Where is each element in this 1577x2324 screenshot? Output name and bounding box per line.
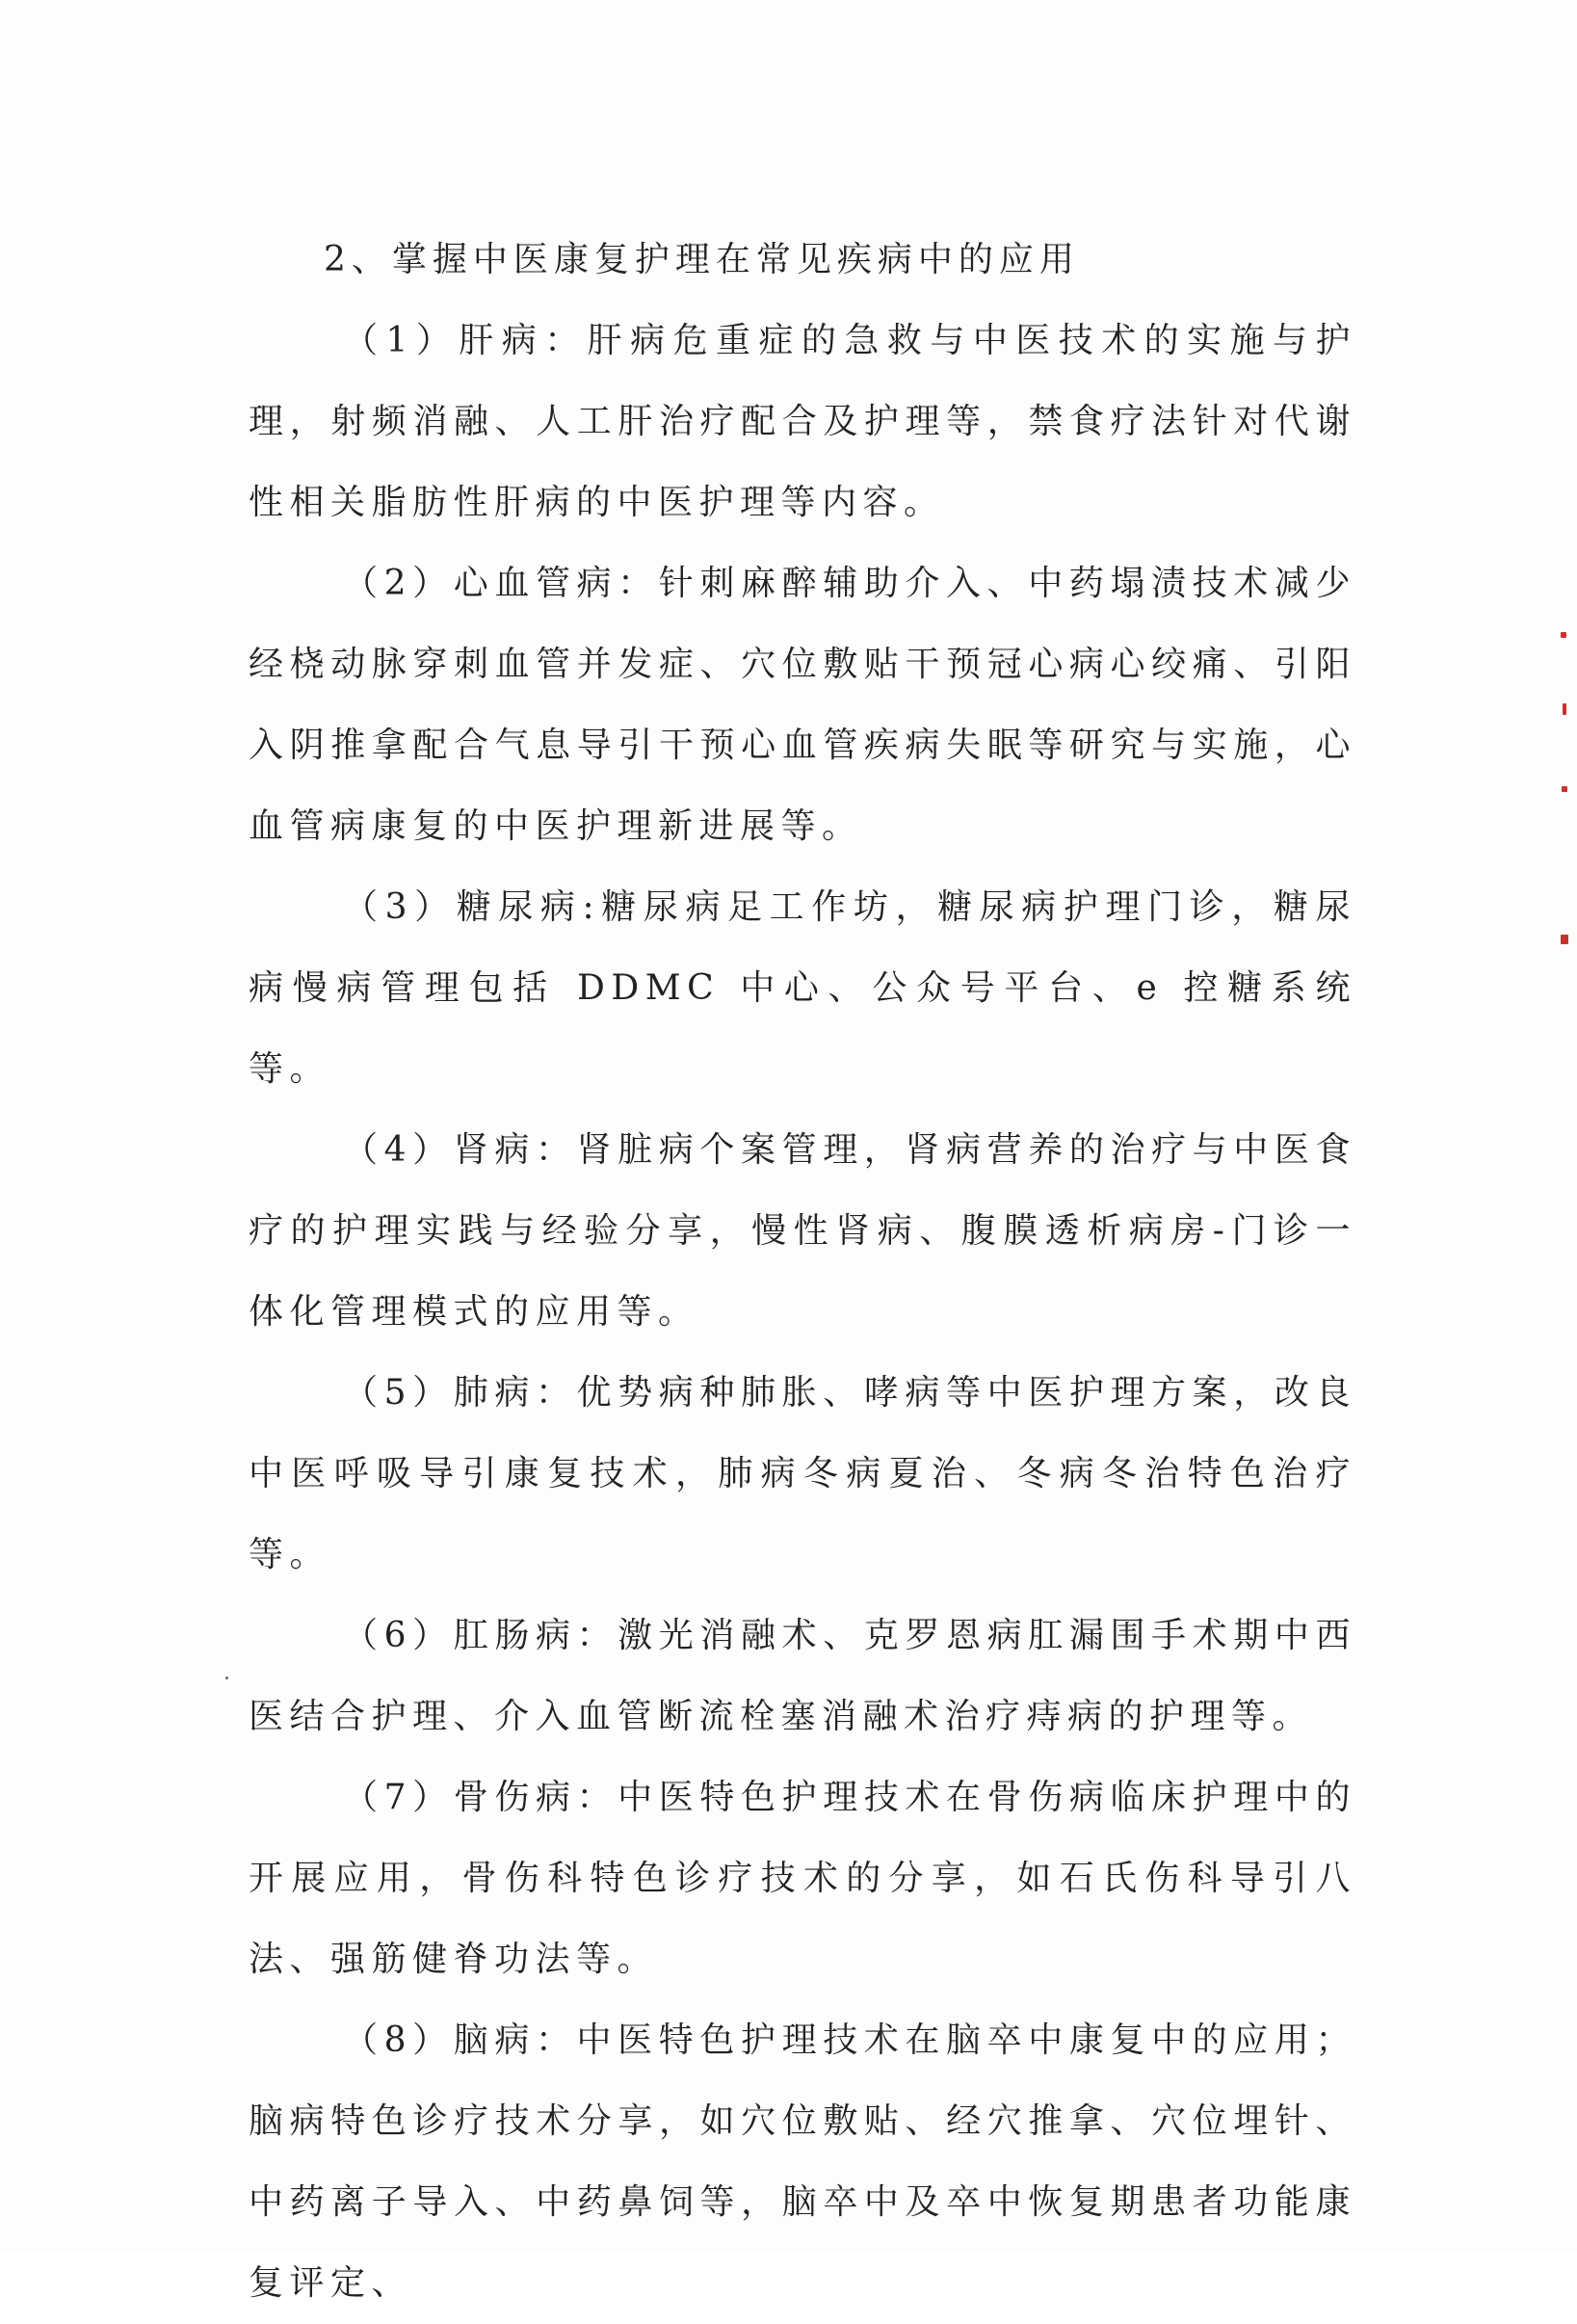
stray-dot — [225, 1677, 228, 1679]
seal-mark — [1563, 703, 1566, 715]
seal-mark — [1561, 935, 1568, 944]
section-heading: 2、掌握中医康复护理在常见疾病中的应用 — [324, 240, 1080, 279]
paragraph-lung: （5）肺病：优势病种肺胀、哮病等中医护理方案，改良中医呼吸导引康复技术，肺病冬病夏治、冬病冬治特色治疗等。 — [249, 1373, 1356, 1574]
paragraph-diabetes: （3）糖尿病:糖尿病足工作坊，糖尿病护理门诊，糖尿病慢病管理包括 DDMC 中心、公众号平台、e 控糖系统等。 — [249, 887, 1356, 1089]
paragraph-brain: （8）脑病：中医特色护理技术在脑卒中康复中的应用；脑病特色诊疗技术分享，如穴位敷贴、经穴推拿、穴位埋针、中药离子导入、中药鼻饲等，脑卒中及卒中恢复期患者功能康复评定、 — [249, 2020, 1356, 2303]
paragraph-kidney: （4）肾病：肾脏病个案管理，肾病营养的治疗与中医食疗的护理实践与经验分享，慢性肾病、腹膜透析病房-门诊一体化管理模式的应用等。 — [249, 1130, 1356, 1332]
paragraph-orthopedic: （7）骨伤病：中医特色护理技术在骨伤病临床护理中的开展应用，骨伤科特色诊疗技术的分享，如石氏伤科导引八法、强筋健脊功法等。 — [249, 1778, 1356, 1979]
document-body — [249, 220, 1356, 2324]
seal-mark — [1562, 786, 1567, 792]
paragraph-liver: （1）肝病：肝病危重症的急救与中医技术的实施与护理，射频消融、人工肝治疗配合及护理等，禁食疗法针对代谢性相关脂肪性肝病的中医护理等内容。 — [249, 321, 1356, 522]
seal-mark — [1561, 632, 1566, 638]
paragraph-cardiovascular: （2）心血管病：针刺麻醉辅助介入、中药塌渍技术减少经桡动脉穿刺血管并发症、穴位敷贴干预冠心病心绞痛、引阳入阴推拿配合气息导引干预心血管疾病失眠等研究与实施，心血管病康复的中医护理新进展等。 — [249, 564, 1356, 846]
edge-seal-marks — [1559, 617, 1572, 1002]
paragraph-anorectal: （6）肛肠病：激光消融术、克罗恩病肛漏围手术期中西医结合护理、介入血管断流栓塞消融术治疗痔病的护理等。 — [249, 1616, 1356, 1736]
